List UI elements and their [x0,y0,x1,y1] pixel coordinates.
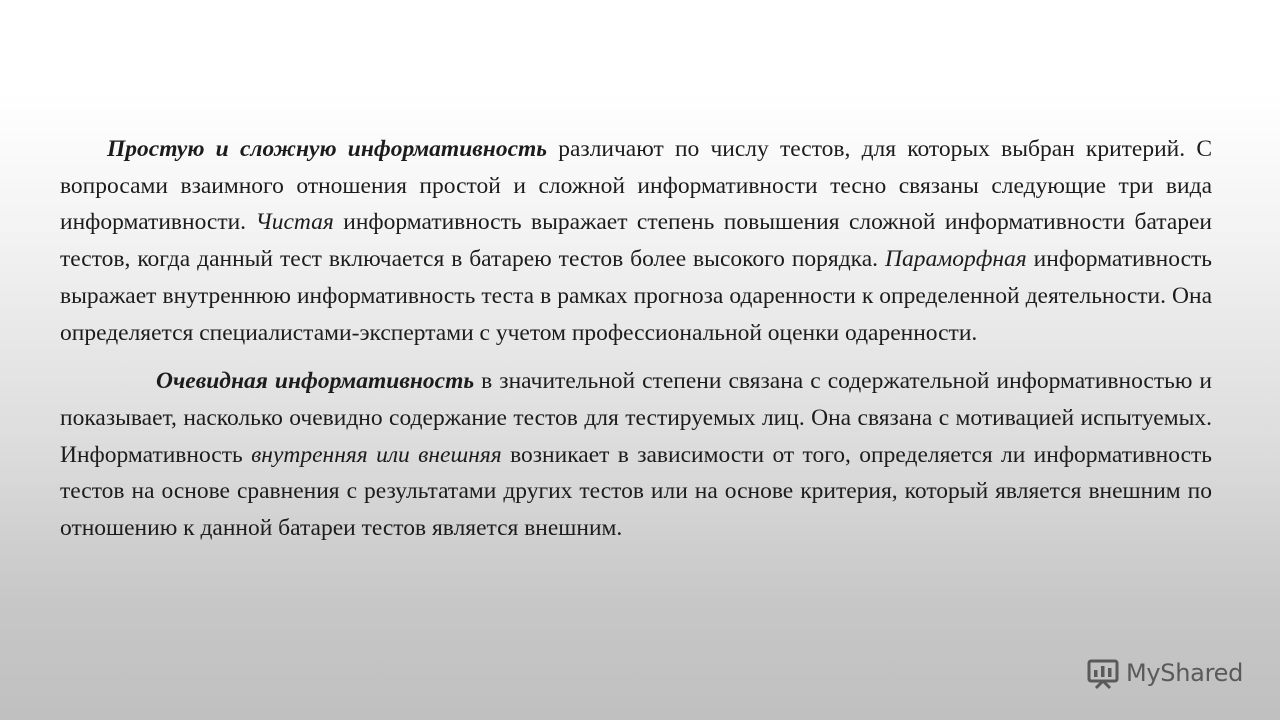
term-simple-complex: Простую и сложную информативность [107,136,548,162]
paragraph-1-text-a: различают по числу тестов, для которых выбран критерий. С вопросами взаимного отношения простой и сложной информативности тесно связаны следующие три вида информативности. [60,136,1212,236]
paragraph-1 [60,131,1212,351]
term-pure: Чистая [255,209,334,236]
term-obvious: Очевидная информативность [156,368,475,395]
myshared-watermark [1086,656,1243,690]
paragraph-1-text-c: информативность выражает внутреннюю информативность теста в рамках прогноза одаренности к определенной деятельности. Она определяется специалистами-экспертами с учетом профессиональной оценки одаренности. [60,246,1213,346]
paragraph-1-text-b: информативность выражает степень повышения сложной информативности батареи тестов, когда данный тест включается в батарею тестов более высокого порядка. [60,209,1213,273]
paragraph-2 [60,363,1212,547]
term-paramorphic: Параморфная [885,246,1027,273]
slide-content [60,131,1212,547]
myshared-logo-icon [1086,656,1120,690]
term-internal-external: внутренняя или внешняя [251,441,502,468]
paragraph-2-text-a: в значительной степени связана с содержательной информативностью и показывает, насколько очевидно содержание тестов для тестируемых лиц. Она связана с мотивацией испытуемых. Информативность [60,368,1213,468]
myshared-logo-text: MyShared [1126,659,1244,687]
paragraph-2-text-b: возникает в зависимости от того, определяется ли информативность тестов на основе сравнения с результатами других тестов или на основе критерия, который является внешним по отношению к данной батареи тестов является внешним. [60,441,1212,542]
